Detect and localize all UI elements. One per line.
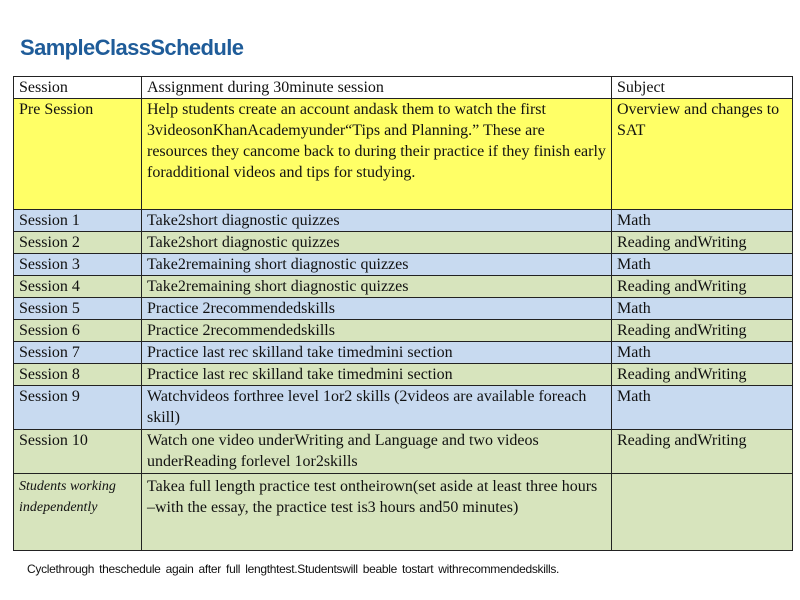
table-row <box>14 342 793 364</box>
table-row <box>14 364 793 386</box>
table-row <box>14 210 793 232</box>
header-assignment: Assignment during 30minute session <box>142 77 612 99</box>
session-cell: Session 7 <box>14 342 142 364</box>
footer-note: Cyclethrough theschedule again after full lengthtest.Studentswill beable tostart withrecommendedskills. <box>27 562 560 576</box>
session-cell: Session 9 <box>14 386 142 430</box>
assignment-cell: Takea full length practice test ontheirown(set aside at least three hours –with the essay, the practice test is3 hours and50 minutes) <box>142 474 612 551</box>
table-row <box>14 254 793 276</box>
assignment-cell: Watch one video underWriting and Language and two videos underReading forlevel 1or2skills <box>142 430 612 474</box>
subject-cell: Math <box>612 342 793 364</box>
subject-cell: Reading andWriting <box>612 232 793 254</box>
assignment-cell: Take2remaining short diagnostic quizzes <box>142 276 612 298</box>
session-cell: Session 1 <box>14 210 142 232</box>
header-subject: Subject <box>612 77 793 99</box>
subject-cell: Reading andWriting <box>612 276 793 298</box>
assignment-cell: Practice 2recommendedskills <box>142 320 612 342</box>
header-session: Session <box>14 77 142 99</box>
schedule-table <box>13 76 793 551</box>
session-cell: Session 3 <box>14 254 142 276</box>
subject-cell: Reading andWriting <box>612 430 793 474</box>
table-row <box>14 430 793 474</box>
table-row <box>14 99 793 210</box>
table-row <box>14 232 793 254</box>
subject-cell: Math <box>612 386 793 430</box>
table-row <box>14 320 793 342</box>
assignment-cell: Take2short diagnostic quizzes <box>142 232 612 254</box>
session-cell: Session 4 <box>14 276 142 298</box>
table-row <box>14 298 793 320</box>
subject-cell: Math <box>612 210 793 232</box>
assignment-cell: Practice last rec skilland take timedmini section <box>142 364 612 386</box>
table-header-row <box>14 77 793 99</box>
session-cell: Session 5 <box>14 298 142 320</box>
session-cell: Session 6 <box>14 320 142 342</box>
assignment-cell: Take2short diagnostic quizzes <box>142 210 612 232</box>
subject-cell <box>612 474 793 551</box>
session-cell: Session 2 <box>14 232 142 254</box>
subject-cell: Overview and changes to SAT <box>612 99 793 210</box>
subject-cell: Math <box>612 254 793 276</box>
assignment-cell: Practice last rec skilland take timedmini section <box>142 342 612 364</box>
assignment-cell: Take2remaining short diagnostic quizzes <box>142 254 612 276</box>
subject-cell: Math <box>612 298 793 320</box>
session-cell: Students working independently <box>14 474 142 551</box>
session-cell: Session 10 <box>14 430 142 474</box>
subject-cell: Reading andWriting <box>612 364 793 386</box>
table-row <box>14 386 793 430</box>
assignment-cell: Practice 2recommendedskills <box>142 298 612 320</box>
table-row <box>14 276 793 298</box>
assignment-cell: Watchvideos forthree level 1or2 skills (2videos are available foreach skill) <box>142 386 612 430</box>
assignment-cell: Help students create an account andask them to watch the first 3videosonKhanAcademyunder“Tips and Planning.” These are resources they cancome back to during their practice if they finish early foradditional videos and tips for studying. <box>142 99 612 210</box>
table-row <box>14 474 793 551</box>
subject-cell: Reading andWriting <box>612 320 793 342</box>
session-cell: Session 8 <box>14 364 142 386</box>
page-title: SampleClassSchedule <box>20 35 244 60</box>
session-cell: Pre Session <box>14 99 142 210</box>
